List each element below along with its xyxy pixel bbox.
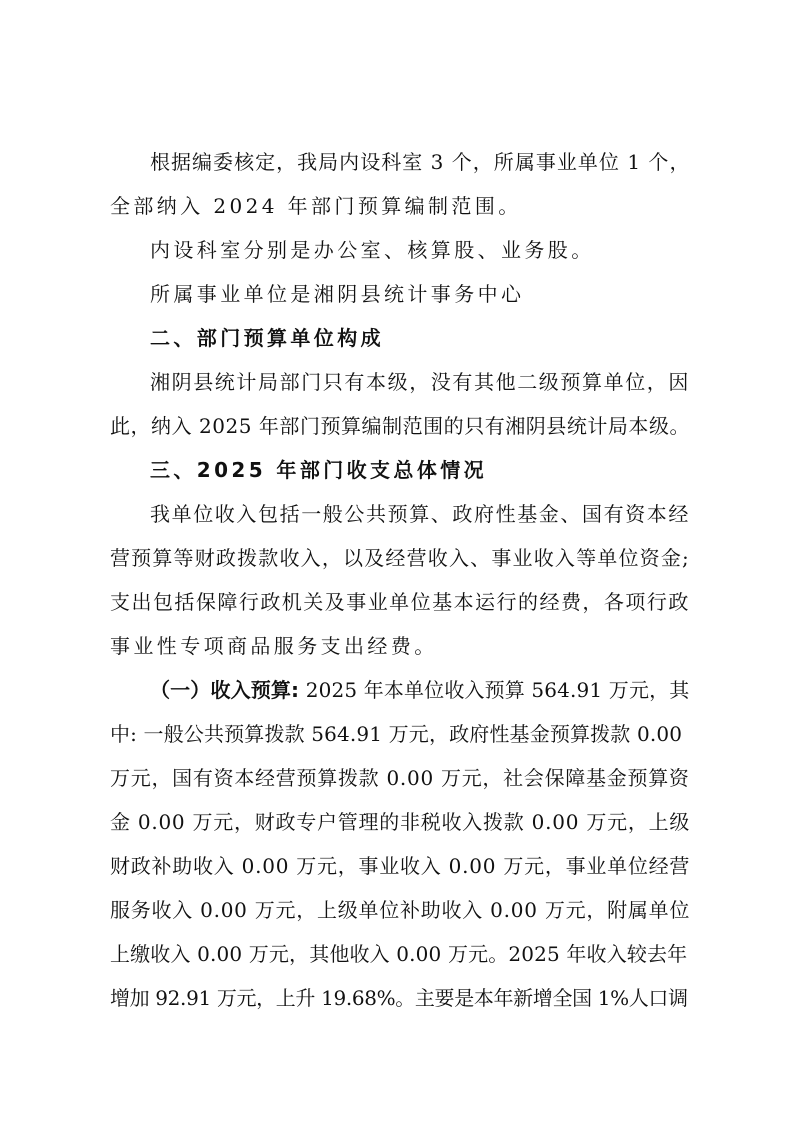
paragraph-line: 金 0.00 万元，财政专户管理的非税收入拨款 0.00 万元，上级 [110,810,691,834]
section-heading: 三、2025 年部门收支总体情况 [150,458,488,482]
paragraph-line: 万元，国有资本经营预算拨款 0.00 万元，社会保障基金预算资 [110,766,690,790]
paragraph-line: 湘阴县统计局部门只有本级，没有其他二级预算单位，因 [150,370,690,394]
paragraph-line: 财政补助收入 0.00 万元，事业收入 0.00 万元，事业单位经营 [110,854,691,878]
paragraph-line: 支出包括保障行政机关及事业单位基本运行的经费，各项行政 [110,590,690,614]
paragraph-line: 我单位收入包括一般公共预算、政府性基金、国有资本经 [150,502,690,526]
paragraph-line: 服务收入 0.00 万元，上级单位补助收入 0.00 万元，附属单位 [110,898,691,922]
paragraph-line: 中: 一般公共预算拨款 564.91 万元，政府性基金预算拨款 0.00 [110,722,683,746]
paragraph-line: 营预算等财政拨款收入，以及经营收入、事业收入等单位资金; [110,546,690,570]
paragraph-line: 内设科室分别是办公室、核算股、业务股。 [150,238,595,262]
paragraph-text: 2025 年本单位收入预算 564.91 万元，其 [299,678,690,702]
section-heading: 二、部门预算单位构成 [150,326,384,350]
paragraph-line: 根据编委核定，我局内设科室 3 个，所属事业单位 1 个， [150,150,691,174]
paragraph-line: 上缴收入 0.00 万元，其他收入 0.00 万元。2025 年收入较去年 [110,942,688,966]
paragraph-line: 事业性专项商品服务支出经费。 [110,634,438,658]
paragraph-line: 全部纳入 2024 年部门预算编制范围。 [110,194,522,218]
paragraph-line: 所属事业单位是湘阴县统计事务中心 [150,282,525,306]
paragraph-line [150,677,689,703]
paragraph-line: 此，纳入 2025 年部门预算编制范围的只有湘阴县统计局本级。 [110,414,691,438]
subsection-label: （一）收入预算: [150,678,300,702]
paragraph-line: 增加 92.91 万元，上升 19.68%。主要是本年新增全国 1%人口调 [110,986,688,1010]
